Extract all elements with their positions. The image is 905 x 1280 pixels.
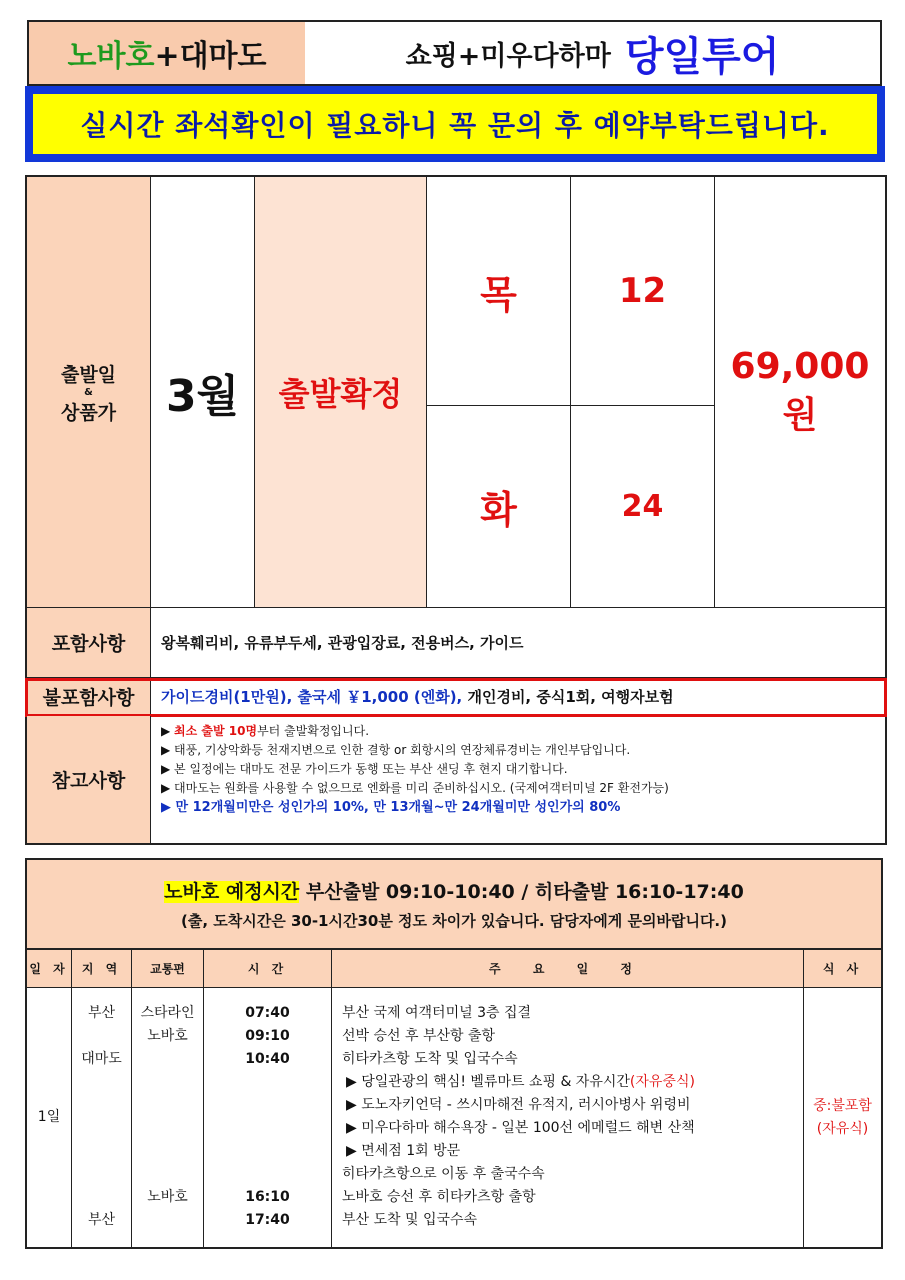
header-shopping: 쇼핑+미우다하마 <box>405 40 611 72</box>
schedule-title-highlight: 노바호 예정시간 <box>164 881 300 903</box>
label-amp: & <box>84 386 93 398</box>
notice-banner <box>25 86 885 162</box>
region-8 <box>72 1186 131 1209</box>
day-1: 목 <box>427 177 571 406</box>
time-4 <box>204 1094 331 1117</box>
note-1-rest: 부터 출발확정입니다. <box>257 724 370 738</box>
transport-col <box>132 988 204 1247</box>
region-5 <box>72 1117 131 1140</box>
price-cell: 69,000원 <box>715 177 885 608</box>
excluded-rest: 개인경비, 중식1회, 여행자보험 <box>462 688 674 706</box>
date-1: 12 <box>571 177 715 406</box>
col-region: 지 역 <box>72 950 132 988</box>
schedule-title-rest: 부산출발 09:10-10:40 / 히타출발 16:10-17:40 <box>299 881 744 903</box>
transport-9 <box>132 1209 203 1232</box>
itinerary-col <box>332 988 804 1247</box>
region-col <box>72 988 132 1247</box>
itinerary-4: ▶ 도노자키언덕 - 쓰시마해전 유적지, 러시아병사 위령비 <box>346 1097 691 1113</box>
col-time: 시 간 <box>204 950 332 988</box>
schedule-header <box>27 860 881 950</box>
schedule-table <box>25 858 883 1249</box>
region-9: 부산 <box>87 1212 116 1228</box>
excluded-blue: 가이드경비(1만원), 출국세 ￥1,000 (엔화), <box>161 688 463 706</box>
time-col <box>204 988 332 1247</box>
note-4: ▶ 대마도는 원화를 사용할 수 없으므로 엔화를 미리 준비하십시오. (국제여객터미널 2F 환전가능) <box>161 781 669 795</box>
region-1 <box>72 1025 131 1048</box>
note-1-prefix: ▶ <box>161 724 175 738</box>
transport-8: 노바호 <box>147 1189 188 1205</box>
itinerary-8: 노바호 승선 후 히타카츠항 출항 <box>342 1189 536 1205</box>
transport-3 <box>132 1071 203 1094</box>
itinerary-3 <box>342 1071 803 1094</box>
notes-label: 참고사항 <box>27 716 151 843</box>
itinerary-9: 부산 도착 및 입국수속 <box>342 1212 478 1228</box>
schedule-title <box>164 877 744 904</box>
transport-7 <box>132 1163 203 1186</box>
notice-text: 실시간 좌석확인이 필요하니 꼭 문의 후 예약부탁드립니다. <box>33 94 877 154</box>
time-9: 17:40 <box>245 1212 290 1228</box>
header-title-right <box>305 20 882 86</box>
header-title-left <box>27 20 307 86</box>
product-table <box>25 175 887 845</box>
time-2: 10:40 <box>245 1051 290 1067</box>
header-daemado: +대마도 <box>154 39 267 74</box>
col-itinerary: 주 요 일 정 <box>332 950 804 988</box>
region-0: 부산 <box>87 1005 116 1021</box>
date-2: 24 <box>571 406 715 608</box>
itinerary-1: 선박 승선 후 부산항 출항 <box>342 1028 496 1044</box>
region-7 <box>72 1163 131 1186</box>
region-6 <box>72 1140 131 1163</box>
time-5 <box>204 1117 331 1140</box>
col-meal: 식 사 <box>804 950 881 988</box>
time-7 <box>204 1163 331 1186</box>
itinerary-2: 히타카츠항 도착 및 입국수속 <box>342 1051 518 1067</box>
notes-list <box>151 716 885 843</box>
note-2: ▶ 태풍, 기상악화등 천재지변으로 인한 결항 or 회항시의 연장체류경비는 개인부담입니다. <box>161 743 631 757</box>
header-daytrip: 당일투어 <box>624 33 780 80</box>
day-2: 화 <box>427 406 571 608</box>
region-4 <box>72 1094 131 1117</box>
itinerary-3-red: (자유중식) <box>629 1074 695 1090</box>
status-cell: 출발확정 <box>255 177 427 608</box>
schedule-subtitle: (출, 도착시간은 30-1시간30분 정도 차이가 있습니다. 담당자에게 문의바랍니다.) <box>181 912 727 930</box>
excluded-highlight-box <box>25 678 887 717</box>
time-3 <box>204 1071 331 1094</box>
header-nobaho: 노바호 <box>67 39 155 74</box>
note-1 <box>161 722 875 741</box>
day-cell: 1일 <box>27 988 72 1247</box>
col-day: 일 자 <box>27 950 72 988</box>
transport-6 <box>132 1140 203 1163</box>
transport-1: 노바호 <box>147 1028 188 1044</box>
month-cell: 3월 <box>151 177 255 608</box>
time-0: 07:40 <box>245 1005 290 1021</box>
transport-4 <box>132 1094 203 1117</box>
meal-cell <box>804 988 881 1247</box>
included-label: 포함사항 <box>27 608 151 678</box>
itinerary-6: ▶ 면세점 1회 방문 <box>346 1143 461 1159</box>
itinerary-7: 히타카츠항으로 이동 후 출국수속 <box>342 1166 545 1182</box>
transport-2 <box>132 1048 203 1071</box>
note-1-highlight: 최소 출발 10명 <box>174 724 258 738</box>
note-3: ▶ 본 일정에는 대마도 전문 가이드가 동행 또는 부산 샌딩 후 현지 대기합니다. <box>161 762 568 776</box>
time-6 <box>204 1140 331 1163</box>
excluded-label: 불포함사항 <box>27 678 151 716</box>
departure-price-label <box>27 177 151 608</box>
time-1: 09:10 <box>245 1028 290 1044</box>
transport-5 <box>132 1117 203 1140</box>
meal-line-1: 중:불포함 <box>813 1097 872 1114</box>
label-price: 상품가 <box>60 401 117 424</box>
note-5: ▶ 만 12개월미만은 성인가의 10%, 만 13개월~만 24개월미만 성인가의 80% <box>161 800 621 815</box>
region-3 <box>72 1071 131 1094</box>
transport-0: 스타라인 <box>140 1005 195 1021</box>
included-text: 왕복훼리비, 유류부두세, 관광입장료, 전용버스, 가이드 <box>151 608 885 678</box>
time-8: 16:10 <box>245 1189 290 1205</box>
itinerary-0: 부산 국제 여객터미널 3층 집결 <box>342 1005 531 1021</box>
itinerary-3-text: ▶ 당일관광의 핵심! 벨류마트 쇼핑 & 자유시간 <box>346 1074 630 1090</box>
region-2: 대마도 <box>81 1051 122 1067</box>
itinerary-5: ▶ 미우다하마 해수욕장 - 일본 100선 에메럴드 해변 산책 <box>346 1120 695 1136</box>
meal-line-2: (자유식) <box>816 1120 869 1137</box>
label-departure: 출발일 <box>60 363 117 386</box>
col-transport: 교통편 <box>132 950 204 988</box>
